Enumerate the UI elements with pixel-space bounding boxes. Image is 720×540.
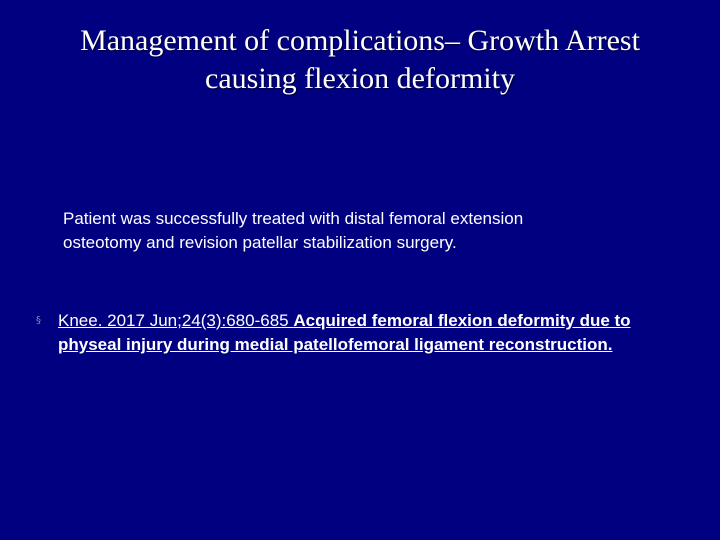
slide-title xyxy=(20,22,700,98)
reference-citation: Knee. 2017 Jun;24(3):680-685 xyxy=(58,311,294,330)
body-text xyxy=(63,207,663,255)
body-text-line-2: osteotomy and revision patellar stabilization surgery. xyxy=(63,233,457,252)
reference-item xyxy=(36,309,676,357)
slide-title-line-2: causing flexion deformity xyxy=(205,62,515,95)
body-text-line-1: Patient was successfully treated with distal femoral extension xyxy=(63,209,524,228)
reference-link[interactable] xyxy=(58,309,676,357)
slide-title-line-1: Management of complications– Growth Arrest xyxy=(80,24,640,57)
reference-title: Acquired femoral flexion deformity due to physeal injury during medial patellofemoral ligament reconstruction. xyxy=(58,311,631,354)
bullet-icon: § xyxy=(36,315,41,326)
